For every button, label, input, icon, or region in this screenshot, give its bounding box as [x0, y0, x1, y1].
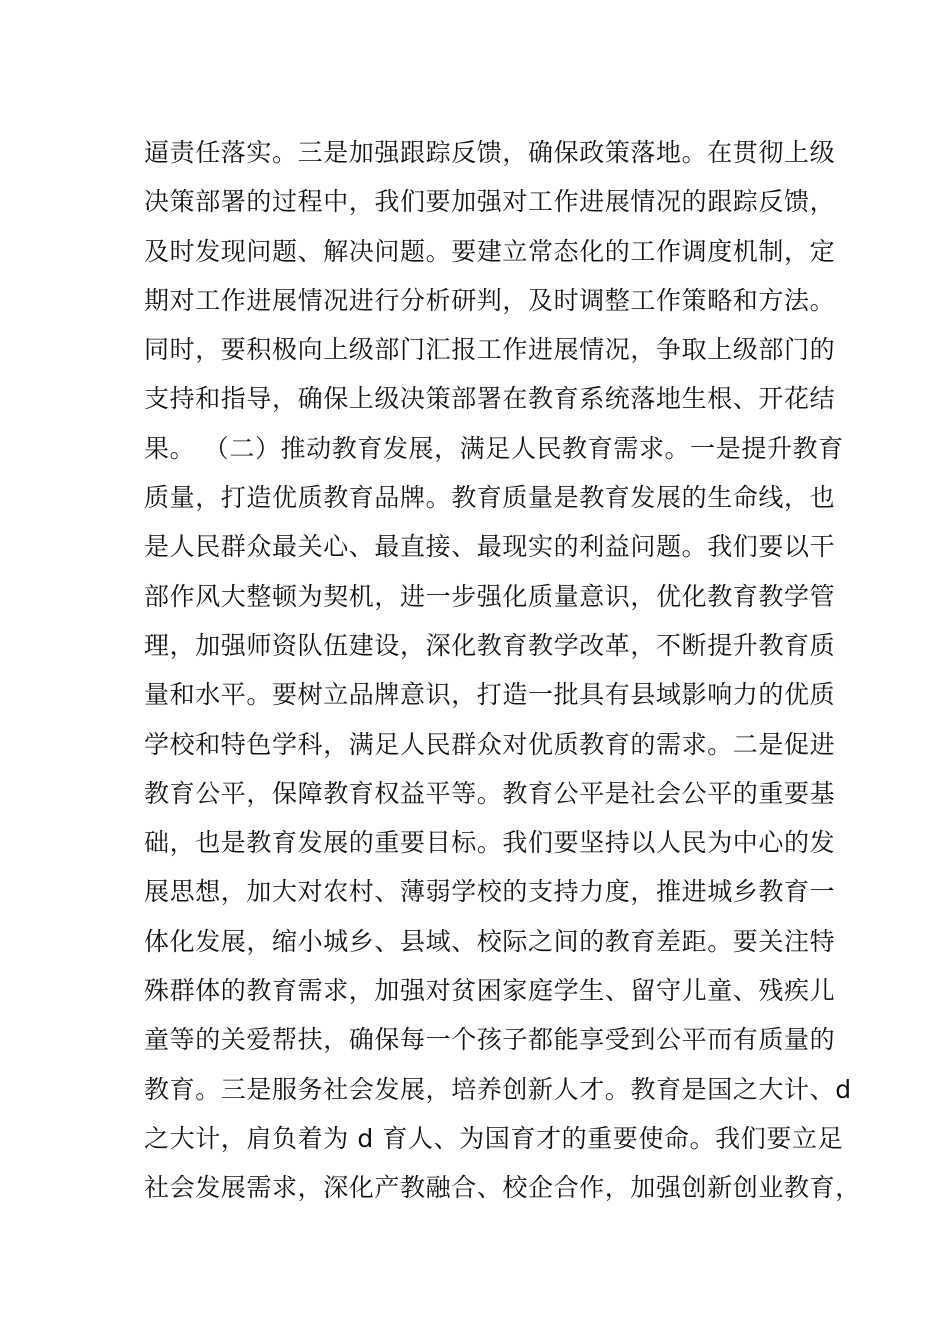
text-line: 童等的关爱帮扶，确保每一个孩子都能享受到公平而有质量的: [144, 1025, 836, 1055]
text-line: 逼责任落实。三是加强跟踪反馈，确保政策落地。在贯彻上级: [144, 138, 836, 167]
text-line: 体化发展，缩小城乡、县域、校际之间的教育差距。要关注特: [144, 926, 836, 956]
body-text: [144, 128, 861, 1213]
text-line: 及时发现问题、解决问题。要建立常态化的工作调度机制，定: [144, 236, 836, 266]
text-line: 之大计，肩负着为 d 育人、为国育才的重要使命。我们要立足: [144, 1123, 844, 1153]
text-line: 殊群体的教育需求，加强对贫困家庭学生、留守儿童、残疾儿: [144, 976, 836, 1006]
text-line: 决策部署的过程中，我们要加强对工作进展情况的跟踪反馈，: [144, 187, 836, 217]
text-line: 础，也是教育发展的重要目标。我们要坚持以人民为中心的发: [144, 828, 836, 858]
text-line: 是人民群众最关心、最直接、最现实的利益问题。我们要以干: [144, 532, 836, 562]
text-line: 展思想，加大对农村、薄弱学校的支持力度，推进城乡教育一: [144, 877, 836, 907]
text-line: 学校和特色学科，满足人民群众对优质教育的需求。二是促进: [144, 729, 836, 759]
text-line: 教育公平，保障教育权益平等。教育公平是社会公平的重要基: [144, 778, 836, 808]
text-line: 支持和指导，确保上级决策部署在教育系统落地生根、开花结: [144, 384, 836, 414]
text-line: 果。 （二）推动教育发展，满足人民教育需求。一是提升教育: [144, 433, 844, 463]
text-line: 部作风大整顿为契机，进一步强化质量意识，优化教育教学管: [144, 581, 836, 611]
text-line: 社会发展需求，深化产教融合、校企合作，加强创新创业教育，: [144, 1173, 861, 1203]
text-line: 量和水平。要树立品牌意识，打造一批具有县域影响力的优质: [144, 680, 836, 710]
text-line: 期对工作进展情况进行分析研判，及时调整工作策略和方法。: [144, 285, 836, 315]
text-line: 教育。三是服务社会发展，培养创新人才。教育是国之大计、d: [144, 1074, 852, 1104]
text-line: 同时，要积极向上级部门汇报工作进展情况，争取上级部门的: [144, 335, 836, 365]
text-line: 质量，打造优质教育品牌。教育质量是教育发展的生命线，也: [144, 483, 836, 513]
text-line: 理，加强师资队伍建设，深化教育教学改革，不断提升教育质: [144, 630, 836, 660]
